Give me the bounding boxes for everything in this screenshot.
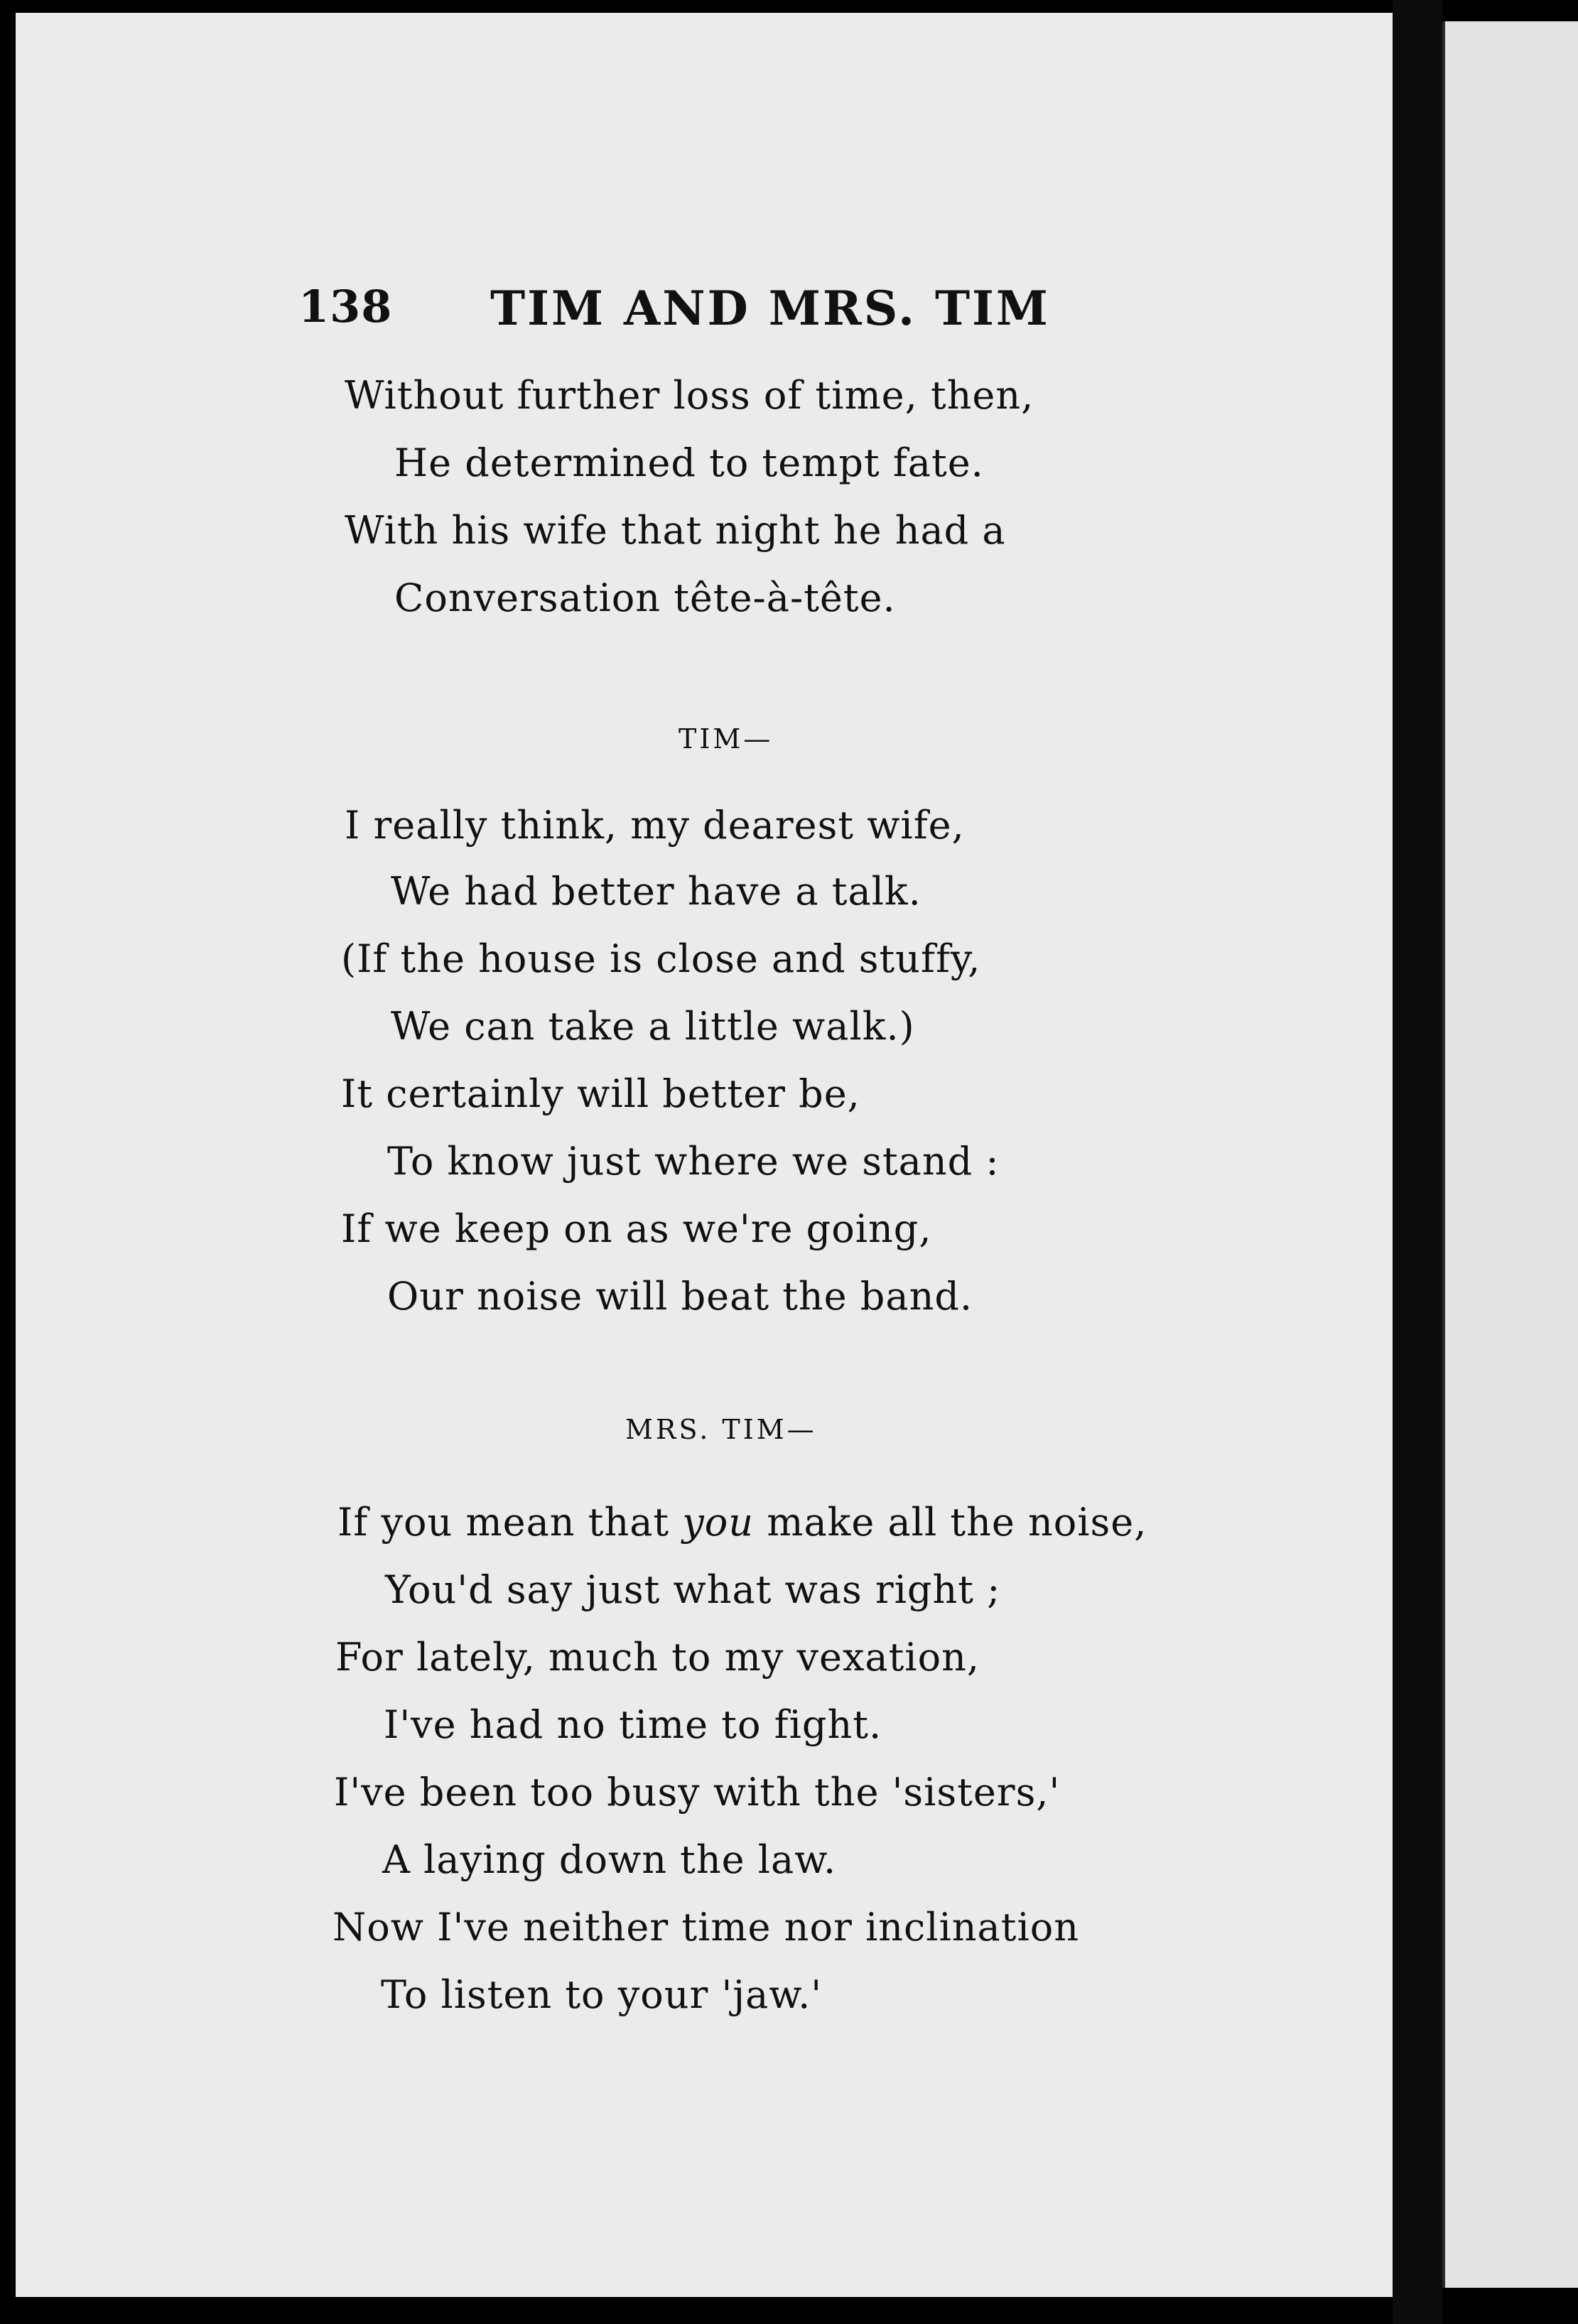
verse-line: He determined to tempt fate. xyxy=(394,441,984,485)
verse-line: It certainly will better be, xyxy=(341,1071,860,1116)
verse-line: I've been too busy with the 'sisters,' xyxy=(334,1770,1061,1815)
speaker-heading-tim: TIM— xyxy=(679,723,774,755)
verse-line: To listen to your 'jaw.' xyxy=(381,1972,823,2017)
verse-line: You'd say just what was right ; xyxy=(385,1567,1001,1612)
verse-line: (If the house is close and stuffy, xyxy=(341,936,981,981)
verse-line: Conversation tête-à-tête. xyxy=(394,575,896,620)
running-title: TIM AND MRS. TIM xyxy=(490,281,1050,336)
verse-line: We had better have a talk. xyxy=(391,869,922,914)
verse-line: We can take a little walk.) xyxy=(391,1004,915,1049)
verse-line xyxy=(337,1498,1147,1547)
page-number: 138 xyxy=(298,281,393,333)
verse-line: A laying down the law. xyxy=(382,1837,837,1882)
verse-line: Our noise will beat the band. xyxy=(387,1274,973,1319)
verse-text: If you mean that xyxy=(337,1500,683,1545)
verse-line: Without further loss of time, then, xyxy=(345,373,1034,418)
verse-line: With his wife that night he had a xyxy=(345,508,1006,553)
verse-text: make all the noise, xyxy=(754,1500,1147,1545)
speaker-heading-mrs-tim: MRS. TIM— xyxy=(625,1414,817,1445)
verse-line: I really think, my dearest wife, xyxy=(345,803,965,848)
verse-line: Now I've neither time nor inclination xyxy=(333,1905,1080,1950)
verse-line: If we keep on as we're going, xyxy=(341,1206,932,1251)
verse-line: For lately, much to my vexation, xyxy=(335,1635,980,1680)
verse-line: I've had no time to fight. xyxy=(384,1702,882,1747)
verse-line: To know just where we stand : xyxy=(387,1139,1000,1184)
emphasized-word: you xyxy=(682,1500,755,1545)
